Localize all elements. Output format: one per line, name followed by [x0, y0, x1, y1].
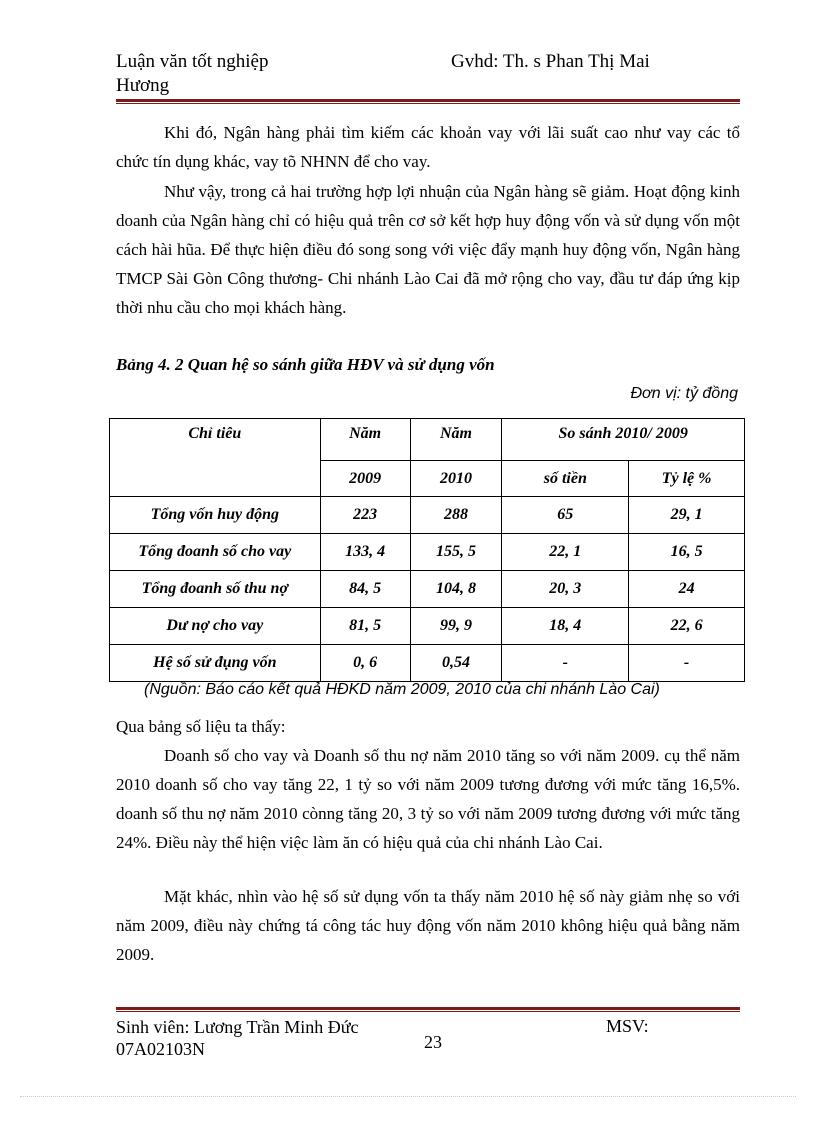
cell-2010: 288 [410, 497, 502, 534]
cell-ratio: 24 [629, 571, 745, 608]
cell-ratio: 16, 5 [629, 534, 745, 571]
paragraph-1 [116, 118, 740, 176]
cell-2010: 0,54 [410, 645, 502, 682]
cell-2010: 155, 5 [410, 534, 502, 571]
page-bottom-divider [20, 1096, 796, 1097]
footer-student [116, 1016, 359, 1060]
table-row [110, 645, 745, 682]
header-year1-value: 2009 [320, 461, 410, 497]
header-year2-value: 2010 [410, 461, 502, 497]
cell-ratio: 22, 6 [629, 608, 745, 645]
cell-amount: 65 [502, 497, 629, 534]
page-number: 23 [424, 1032, 442, 1052]
cell-amount: 20, 3 [502, 571, 629, 608]
table-source: (Nguồn: Báo cáo kết quả HĐKD năm 2009, 2010 của chi nhánh Lào Cai) [144, 681, 660, 698]
footer-student-name: Sinh viên: Lương Trần Minh Đức [116, 1017, 359, 1037]
paragraph-1-text: Khi đó, Ngân hàng phải tìm kiếm các khoản vay với lãi suất cao như vay các tổ chức tín dụng khác, vay tõ NHNN để cho vay. [116, 123, 740, 171]
paragraph-3 [116, 712, 740, 741]
row-label: Dư nợ cho vay [110, 608, 321, 645]
row-label: Tổng đoanh số thu nợ [110, 571, 321, 608]
header-left-line2: Hương [116, 75, 170, 96]
header-rule [116, 99, 740, 104]
paragraph-4 [116, 741, 740, 857]
cell-ratio: - [629, 645, 745, 682]
table-row [110, 571, 745, 608]
cell-2009: 223 [320, 497, 410, 534]
comparison-table [109, 418, 745, 682]
header-thesis-label [116, 50, 269, 98]
row-label: Tổng đoanh số cho vay [110, 534, 321, 571]
row-label: Hệ số sử đụng vốn [110, 645, 321, 682]
header-amount: số tiền [502, 461, 629, 497]
row-label: Tổng vốn huy động [110, 497, 321, 534]
cell-2009: 133, 4 [320, 534, 410, 571]
footer-rule [116, 1007, 740, 1012]
header-year2-label: Năm [410, 419, 502, 461]
header-compare: So sánh 2010/ 2009 [502, 419, 745, 461]
paragraph-4-text: Doanh số cho vay và Doanh số thu nợ năm 2010 tăng so với năm 2009. cụ thể năm 2010 doanh số cho vay tăng 22, 1 tỷ so với năm 2009 tương đương với mức tăng 16,5%. doanh số thu nợ năm 2010 cònng tăng 20, 3 tỷ so với năm 2009 tương đương với mức tăng 24%. Điều này thể hiện việc làm ăn có hiệu quả của chi nhánh Lào Cai. [116, 746, 740, 852]
cell-2009: 81, 5 [320, 608, 410, 645]
table-unit: Đơn vị: tỷ đồng [630, 385, 738, 402]
cell-2010: 104, 8 [410, 571, 502, 608]
footer-msv-label: MSV: [606, 1016, 649, 1036]
paragraph-3-text: Qua bảng số liệu ta thấy: [116, 717, 286, 736]
footer-student-id: 07A02103N [116, 1039, 205, 1059]
cell-2009: 0, 6 [320, 645, 410, 682]
header-left-line1: Luận văn tốt nghiệp [116, 51, 269, 72]
cell-2010: 99, 9 [410, 608, 502, 645]
paragraph-5 [116, 882, 740, 969]
table-row [110, 534, 745, 571]
paragraph-2 [116, 177, 740, 322]
cell-amount: 22, 1 [502, 534, 629, 571]
paragraph-5-text: Mặt khác, nhìn vào hệ số sử dụng vốn ta thấy năm 2010 hệ số này giảm nhẹ so với năm 2009, điều này chứng tá công tác huy động vốn năm 2010 không hiệu quả bằng năm 2009. [116, 887, 740, 964]
cell-ratio: 29, 1 [629, 497, 745, 534]
header-ratio: Tỷ lệ % [629, 461, 745, 497]
header-advisor: Gvhd: Th. s Phan Thị Mai [451, 51, 650, 72]
header-year1-label: Năm [320, 419, 410, 461]
cell-amount: - [502, 645, 629, 682]
table-header-row [110, 419, 745, 461]
table-row [110, 497, 745, 534]
cell-amount: 18, 4 [502, 608, 629, 645]
paragraph-2-text: Như vậy, trong cả hai trường hợp lợi nhuận của Ngân hàng sẽ giảm. Hoạt động kinh doanh của Ngân hàng chỉ có hiệu quả trên cơ sở kết hợp huy động vốn và sử dụng vốn một cách hài hũa. Để thực hiện điều đó song song với việc đẩy mạnh huy động vốn, Ngân hàng TMCP Sài Gòn Công thương- Chi nhánh Lào Cai đã mở rộng cho vay, đầu tư đáp ứng kịp thời nhu cầu cho mọi khách hàng. [116, 182, 740, 317]
cell-2009: 84, 5 [320, 571, 410, 608]
table-row [110, 608, 745, 645]
table-title: Bảng 4. 2 Quan hệ so sánh giữa HĐV và sử dụng vốn [116, 355, 495, 374]
header-indicator: Chỉ tiêu [110, 419, 321, 497]
